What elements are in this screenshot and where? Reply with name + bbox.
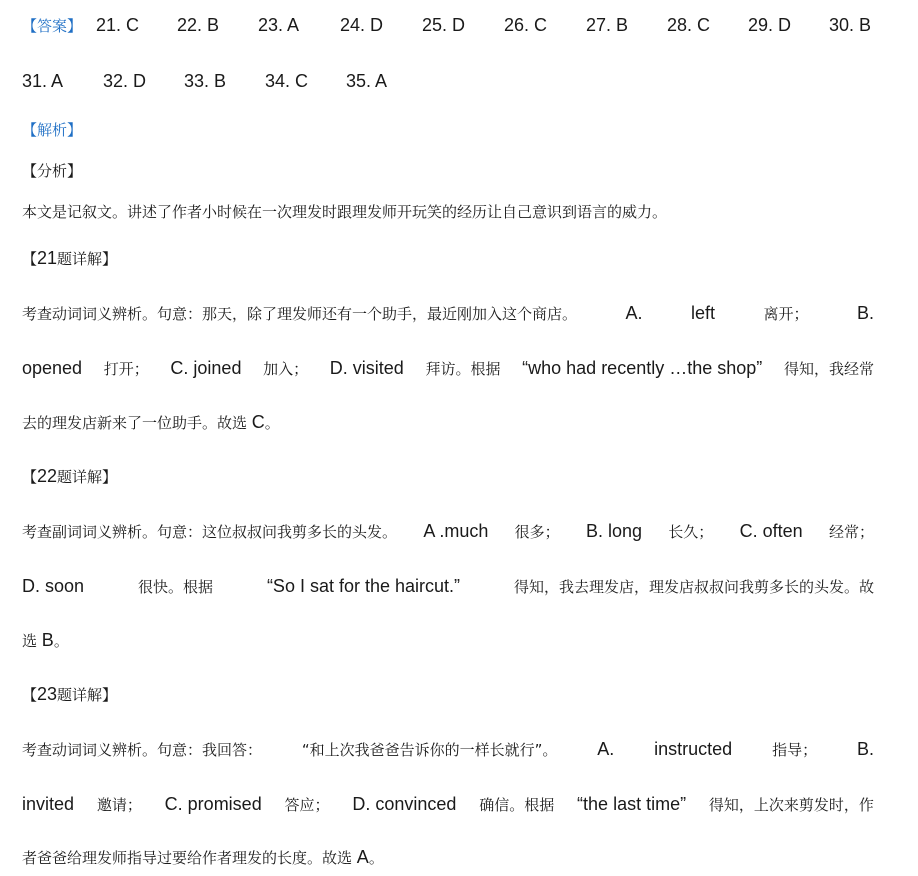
answer-23: 23. A xyxy=(258,15,300,35)
q22-l3-a: 选 xyxy=(22,632,38,650)
q22-l1-f: C. often xyxy=(739,521,803,541)
q22-l1-g: 经常； xyxy=(828,523,874,541)
q23-l3-b: A xyxy=(356,847,369,867)
q21-heading-rest: 题详解】 xyxy=(57,250,118,268)
answer-24: 24. D xyxy=(340,15,384,35)
q23-l2-e: D. convinced xyxy=(352,794,457,814)
q22-l1-d: B. long xyxy=(585,521,642,541)
answer-21: 21. C xyxy=(96,15,140,35)
q23-heading-num: 23 xyxy=(37,684,58,704)
q23-l2-h: 得知，上次来剪发时，作 xyxy=(708,796,874,814)
q22-l1-c: 很多； xyxy=(514,523,560,541)
q21-l1-b: A. xyxy=(625,303,643,323)
q21-l2-d: 加入； xyxy=(263,360,309,378)
q21-l2-c: C. joined xyxy=(170,358,242,378)
q21-l3-a: 去的理发店新来了一位助手。故选 xyxy=(22,414,248,432)
q21-l2-e: D. visited xyxy=(329,358,404,378)
q22-l3-c: 。 xyxy=(53,632,69,650)
q23-heading xyxy=(22,683,117,706)
q23-l2-a: invited xyxy=(22,794,75,814)
q23-line-2 xyxy=(22,792,874,817)
q22-line-1 xyxy=(22,519,874,544)
answer-32: 32. D xyxy=(103,71,147,91)
q23-l1-b: “和上次我爸爸告诉你的一样长就行”。 xyxy=(301,741,558,759)
q21-line-3 xyxy=(22,411,280,434)
q22-l2-b: 很快。根据 xyxy=(137,578,213,596)
answer-25: 25. D xyxy=(422,15,466,35)
q23-l3-a: 者爸爸给理发师指导过要给作者理发的长度。故选 xyxy=(22,849,353,867)
answer-29: 29. D xyxy=(748,15,792,35)
q22-line-2 xyxy=(22,574,874,599)
q23-l1-a: 考查动词词义辨析。句意：我回答： xyxy=(22,741,263,759)
q22-l2-d: 得知，我去理发店，理发店叔叔问我剪多长的头发。故 xyxy=(513,578,874,596)
q21-l3-c: 。 xyxy=(264,414,280,432)
summary-text: 本文是记叙文。讲述了作者小时候在一次理发时跟理发师开玩笑的经历让自己意识到语言的威力。 xyxy=(22,203,668,221)
q21-l2-f: 拜访。根据 xyxy=(425,360,501,378)
q23-l2-d: 答应； xyxy=(284,796,330,814)
answer-31: 31. A xyxy=(22,71,64,91)
q21-line-1 xyxy=(22,301,874,326)
q23-l1-d: instructed xyxy=(654,739,733,759)
answer-27: 27. B xyxy=(586,15,629,35)
q22-l3-b: B xyxy=(41,630,54,650)
answer-35: 35. A xyxy=(346,71,388,91)
q21-l2-a: opened xyxy=(22,358,83,378)
q23-heading-open: 【 xyxy=(22,686,38,704)
q21-l1-a: 考查动词词义辨析。句意：那天，除了理发师还有一个助手，最近刚加入这个商店。 xyxy=(22,305,578,323)
q22-heading-rest: 题详解】 xyxy=(57,468,118,486)
q21-l2-b: 打开； xyxy=(103,360,149,378)
q22-l1-e: 长久； xyxy=(668,523,714,541)
fenxi-label: 【分析】 xyxy=(22,162,83,180)
q23-heading-rest: 题详解】 xyxy=(57,686,118,704)
answer-33: 33. B xyxy=(184,71,227,91)
q23-l3-c: 。 xyxy=(368,849,384,867)
q23-l2-f: 确信。根据 xyxy=(479,796,555,814)
q21-line-2 xyxy=(22,356,874,381)
q23-l2-b: 邀请； xyxy=(96,796,142,814)
q22-l1-b: A .much xyxy=(423,521,489,541)
q22-l2-a: D. soon xyxy=(22,576,85,596)
q21-l2-g: “who had recently …the shop” xyxy=(522,358,763,378)
answer-30: 30. B xyxy=(829,15,872,35)
q23-l2-g: “the last time” xyxy=(577,794,687,814)
answer-28: 28. C xyxy=(667,15,711,35)
q23-l1-c: A. xyxy=(597,739,615,759)
q23-line-1 xyxy=(22,737,874,762)
q23-line-3 xyxy=(22,846,384,869)
q22-l1-a: 考查副词词义辨析。句意：这位叔叔问我剪多长的头发。 xyxy=(22,523,398,541)
q21-l2-h: 得知，我经常 xyxy=(783,360,874,378)
q23-l1-e: 指导； xyxy=(772,741,818,759)
q21-l1-d: 离开； xyxy=(763,305,809,323)
q22-heading xyxy=(22,465,117,488)
analysis-label: 【解析】 xyxy=(22,121,83,139)
q23-l2-c: C. promised xyxy=(164,794,262,814)
q22-line-3 xyxy=(22,629,69,652)
answer-26: 26. C xyxy=(504,15,548,35)
answer-22: 22. B xyxy=(177,15,220,35)
q21-heading-num: 21 xyxy=(37,248,58,268)
q21-heading xyxy=(22,247,117,270)
q22-heading-num: 22 xyxy=(37,466,58,486)
q23-l1-f: B. xyxy=(856,739,874,759)
q21-l3-b: C xyxy=(251,412,265,432)
q22-heading-open: 【 xyxy=(22,468,38,486)
answer-label: 【答案】 xyxy=(22,17,83,35)
q21-heading-open: 【 xyxy=(22,250,38,268)
q21-l1-e: B. xyxy=(856,303,874,323)
q22-l2-c: “So I sat for the haircut.” xyxy=(266,576,461,596)
answer-34: 34. C xyxy=(265,71,309,91)
q21-l1-c: left xyxy=(690,303,715,323)
